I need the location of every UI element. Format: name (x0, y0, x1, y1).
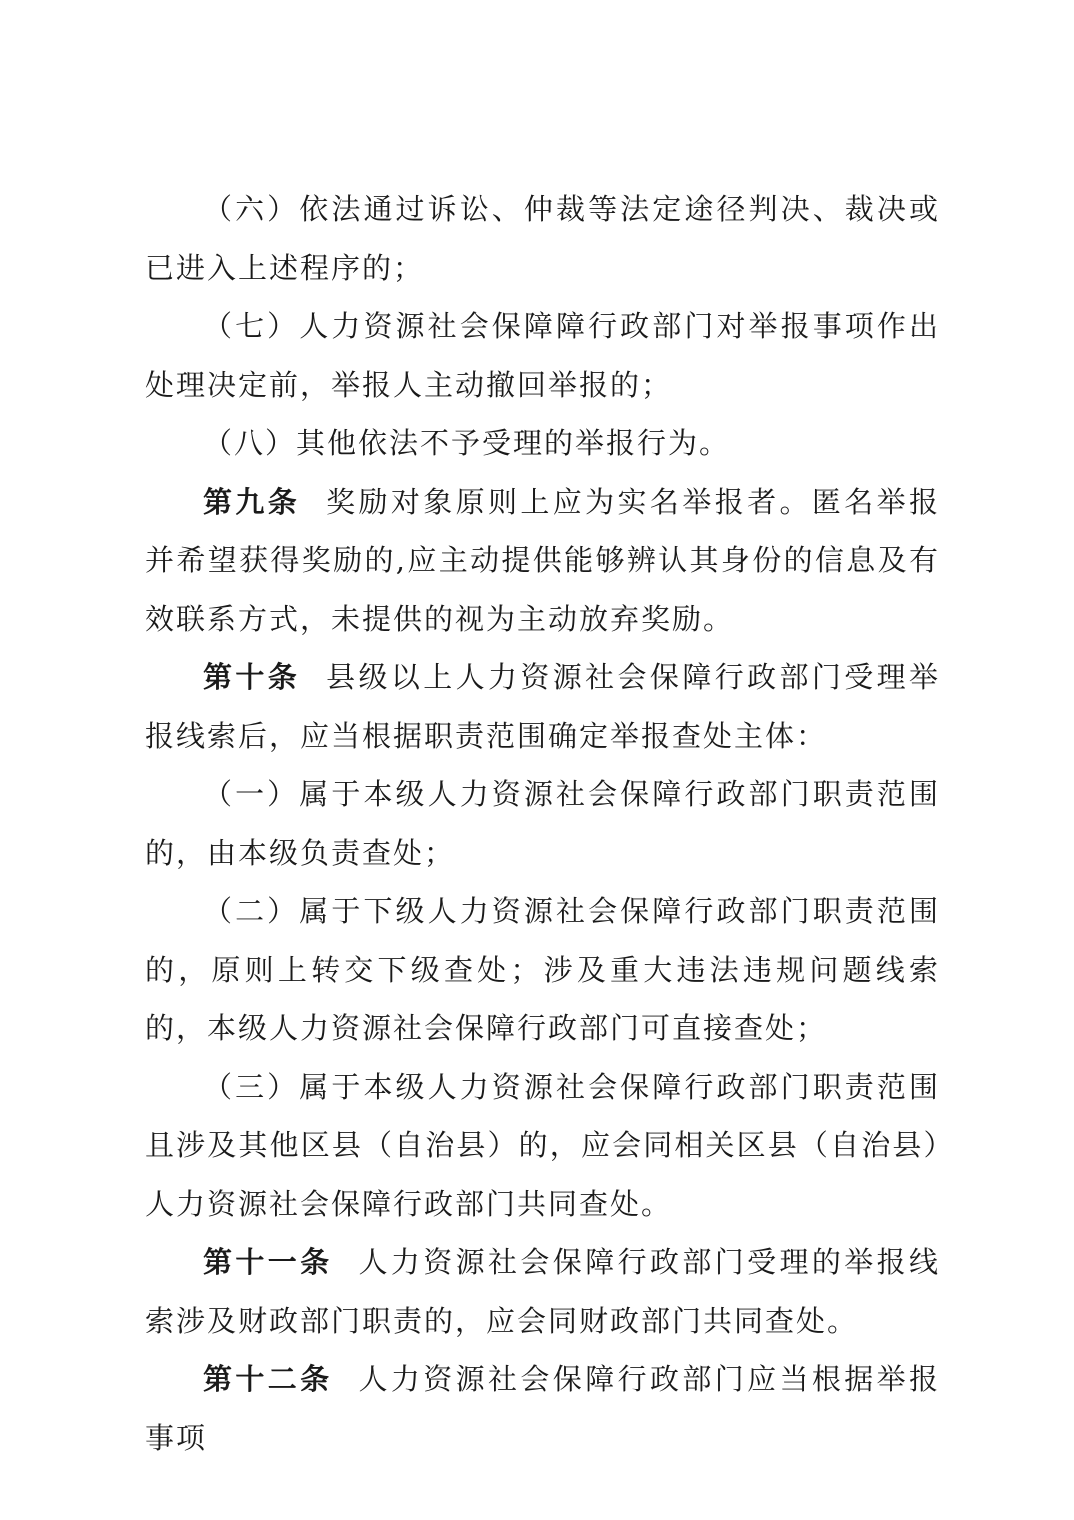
clause-6-text: （六）依法通过诉讼、仲裁等法定途径判决、裁决或已进入上述程序的； (145, 192, 940, 285)
document-body (145, 180, 940, 1467)
article-9-paragraph (145, 473, 940, 649)
article-10-paragraph (145, 648, 940, 765)
article-11-paragraph (145, 1233, 940, 1350)
clause-6-paragraph (145, 180, 940, 297)
article-9-title: 第九条 (203, 484, 301, 519)
article-10-clause-3-text: （三）属于本级人力资源社会保障行政部门职责范围且涉及其他区县（自治县）的，应会同相关区县（自治县）人力资源社会保障行政部门共同查处。 (145, 1069, 940, 1221)
clause-7-paragraph (145, 297, 940, 414)
article-10-clause-2-text: （二）属于下级人力资源社会保障行政部门职责范围的，原则上转交下级查处；涉及重大违法违规问题线索的，本级人力资源社会保障行政部门可直接查处； (145, 894, 940, 1045)
article-10-clause-2 (145, 882, 940, 1058)
article-10-clause-3 (145, 1058, 940, 1234)
article-9-text: 奖励对象原则上应为实名举报者。匿名举报并希望获得奖励的,应主动提供能够辨认其身份的信息及有效联系方式，未提供的视为主动放弃奖励。 (145, 484, 940, 636)
article-10-clause-1-text: （一）属于本级人力资源社会保障行政部门职责范围的，由本级负责查处； (145, 777, 940, 870)
article-11-text: 人力资源社会保障行政部门受理的举报线索涉及财政部门职责的，应会同财政部门共同查处。 (145, 1245, 940, 1338)
article-10-clause-1 (145, 765, 940, 882)
clause-7-text: （七）人力资源社会保障障行政部门对举报事项作出处理决定前，举报人主动撤回举报的； (145, 309, 940, 402)
article-12-title: 第十二条 (203, 1362, 333, 1396)
clause-8-text: （八）其他依法不予受理的举报行为。 (203, 426, 731, 460)
article-12-text: 人力资源社会保障行政部门应当根据举报事项 (145, 1362, 940, 1455)
clause-8-paragraph (145, 414, 940, 473)
article-12-paragraph (145, 1350, 940, 1467)
article-10-title: 第十条 (203, 660, 301, 694)
article-11-title: 第十一条 (203, 1245, 333, 1279)
article-10-text: 县级以上人力资源社会保障行政部门受理举报线索后，应当根据职责范围确定举报查处主体： (145, 660, 940, 753)
